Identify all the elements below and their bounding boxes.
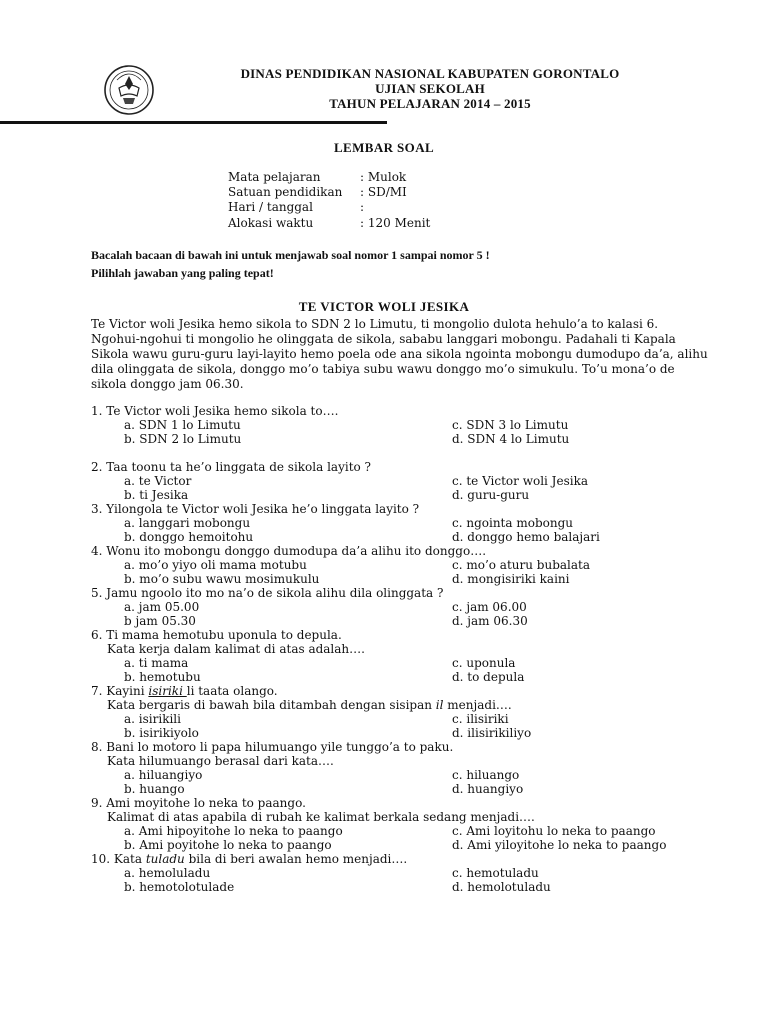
- option-5c: c. jam 06.00: [452, 600, 527, 614]
- option-6c: c. uponula: [452, 656, 516, 670]
- info-value-time: : 120 Menit: [360, 216, 431, 230]
- info-value-date: :: [360, 200, 365, 214]
- question-9-prompt: Kalimat di atas apabila di rubah ke kalimat berkala sedang menjadi….: [107, 810, 535, 824]
- option-2c: c. te Victor woli Jesika: [452, 474, 589, 488]
- option-9a: a. Ami hipoyitohe lo neka to paango: [124, 824, 343, 838]
- reading-line: dila olinggata de sikola, donggo mo’o tabiya subu wawu donggo mo’o simukulu. To’u mona’o de: [91, 362, 675, 376]
- option-4a: a. mo’o yiyo oli mama motubu: [124, 558, 307, 572]
- reading-line: Te Victor woli Jesika hemo sikola to SDN 2 lo Limutu, ti mongolio dulota hehulo’a to kalasi 6.: [91, 317, 659, 331]
- option-8c: c. hiluango: [452, 768, 520, 782]
- option-7c: c. ilisiriki: [452, 712, 509, 726]
- option-6a: a. ti mama: [124, 656, 189, 670]
- question-9: 9. Ami moyitohe lo neka to paango.: [91, 796, 306, 810]
- question-7: [91, 684, 278, 698]
- question-2: 2. Taa toonu ta he’o linggata de sikola layito ?: [91, 460, 371, 474]
- option-2a: a. te Victor: [124, 474, 192, 488]
- option-6b: b. hemotubu: [124, 670, 201, 684]
- option-4b: b. mo’o subu wawu mosimukulu: [124, 572, 320, 586]
- question-3: 3. Yilongola te Victor woli Jesika he’o linggata layito ?: [91, 502, 420, 516]
- question-7-lead: 7. Kayini: [91, 684, 149, 698]
- question-10-lead: 10. Kata: [91, 852, 146, 866]
- school-emblem-icon: [103, 64, 155, 116]
- infix-word: il: [435, 698, 444, 712]
- option-9d: d. Ami yiloyitohe lo neka to paango: [452, 838, 667, 852]
- option-2d: d. guru-guru: [452, 488, 530, 502]
- info-value-school-level: : SD/MI: [360, 185, 407, 199]
- option-8d: d. huangiyo: [452, 782, 524, 796]
- question-6-prompt: Kata kerja dalam kalimat di atas adalah….: [107, 642, 365, 656]
- info-label-time: Alokasi waktu: [228, 216, 314, 230]
- option-1d: d. SDN 4 lo Limutu: [452, 432, 570, 446]
- question-7-tail: li taata olango.: [186, 684, 278, 698]
- info-value-subject: : Mulok: [360, 170, 407, 184]
- option-7b: b. isirikiyolo: [124, 726, 199, 740]
- underlined-word: isiriki: [148, 684, 187, 698]
- question-7-prompt-lead: Kata bergaris di bawah bila ditambah dengan sisipan: [107, 698, 436, 712]
- question-7-prompt-tail: menjadi….: [443, 698, 512, 712]
- reading-title: TE VICTOR WOLI JESIKA: [298, 299, 470, 314]
- option-3b: b. donggo hemoitohu: [124, 530, 254, 544]
- question-1: 1. Te Victor woli Jesika hemo sikola to….: [91, 404, 339, 418]
- option-10c: c. hemotuladu: [452, 866, 539, 880]
- option-3a: a. langgari mobongu: [124, 516, 251, 530]
- reading-line: Ngohui-ngohui ti mongolio he olinggata de sikola, sababu langgari mobongu. Padahali ti Kapala: [91, 332, 676, 346]
- question-8: 8. Bani lo motoro li papa hilumuango yile tunggo’a to paku.: [91, 740, 454, 754]
- question-10: [91, 852, 407, 866]
- option-5d: d. jam 06.30: [452, 614, 528, 628]
- header-line-3: TAHUN PELAJARAN 2014 – 2015: [329, 96, 531, 111]
- info-label-subject: Mata pelajaran: [228, 170, 321, 184]
- option-10d: d. hemolotuladu: [452, 880, 551, 894]
- header-line-2: UJIAN SEKOLAH: [375, 81, 485, 96]
- option-3c: c. ngointa mobongu: [452, 516, 573, 530]
- option-2b: b. ti Jesika: [124, 488, 189, 502]
- option-4d: d. mongisiriki kaini: [452, 572, 570, 586]
- question-5: 5. Jamu ngoolo ito mo na’o de sikola alihu dila olinggata ?: [91, 586, 444, 600]
- option-1c: c. SDN 3 lo Limutu: [452, 418, 569, 432]
- option-1b: b. SDN 2 lo Limutu: [124, 432, 242, 446]
- page-title: LEMBAR SOAL: [333, 140, 435, 155]
- header-divider: [0, 121, 387, 124]
- option-8a: a. hiluangiyo: [124, 768, 203, 782]
- option-10a: a. hemoluladu: [124, 866, 211, 880]
- question-10-tail: bila di beri awalan hemo menjadi….: [184, 852, 408, 866]
- option-9b: b. Ami poyitohe lo neka to paango: [124, 838, 332, 852]
- header-line-1: DINAS PENDIDIKAN NASIONAL KABUPATEN GORONTALO: [240, 66, 620, 81]
- reading-line: Sikola wawu guru-guru layi-layito hemo poela ode ana sikola ngointa mobongu dumodupo da’a, alihu: [91, 347, 708, 361]
- option-10b: b. hemotolotulade: [124, 880, 235, 894]
- option-5b: b jam 05.30: [124, 614, 196, 628]
- option-3d: d. donggo hemo balajari: [452, 530, 600, 544]
- option-9c: c. Ami loyitohu lo neka to paango: [452, 824, 656, 838]
- option-6d: d. to depula: [452, 670, 525, 684]
- info-label-date: Hari / tanggal: [228, 200, 313, 214]
- question-7-prompt: [107, 698, 512, 712]
- info-label-school-level: Satuan pendidikan: [228, 185, 343, 199]
- question-8-prompt: Kata hilumuango berasal dari kata….: [107, 754, 334, 768]
- option-5a: a. jam 05.00: [124, 600, 200, 614]
- italic-word: tuladu: [145, 852, 185, 866]
- question-6: 6. Ti mama hemotubu uponula to depula.: [91, 628, 342, 642]
- option-8b: b. huango: [124, 782, 185, 796]
- option-7d: d. ilisirikiliyo: [452, 726, 532, 740]
- instruction-reading: Bacalah bacaan di bawah ini untuk menjawab soal nomor 1 sampai nomor 5 !: [91, 248, 490, 262]
- reading-line: sikola donggo jam 06.30.: [91, 377, 244, 391]
- option-4c: c. mo’o aturu bubalata: [452, 558, 591, 572]
- option-7a: a. isirikili: [124, 712, 181, 726]
- instruction-choose: Pilihlah jawaban yang paling tepat!: [91, 266, 274, 280]
- option-1a: a. SDN 1 lo Limutu: [124, 418, 241, 432]
- question-4: 4. Wonu ito mobongu donggo dumodupa da’a alihu ito donggo….: [91, 544, 487, 558]
